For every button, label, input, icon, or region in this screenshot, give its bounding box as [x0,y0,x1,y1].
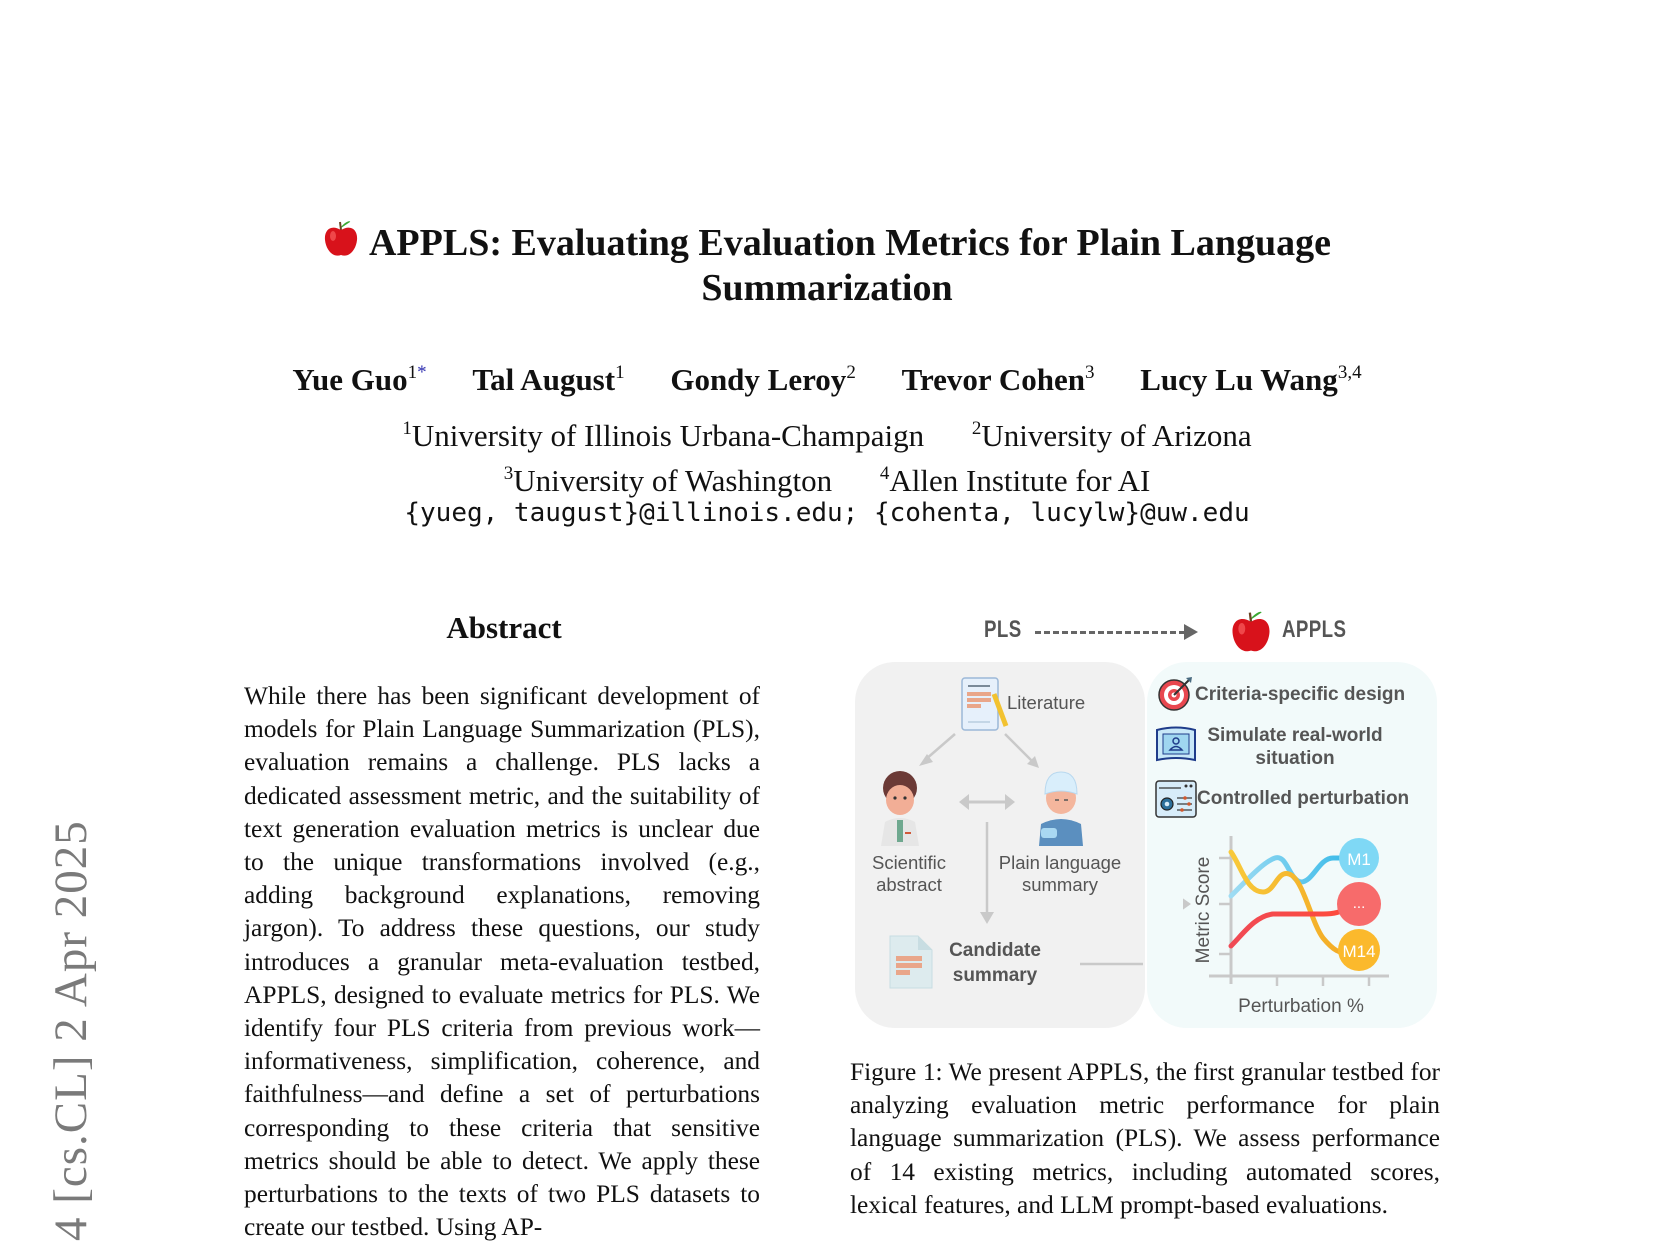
appls-panel [1147,662,1437,1028]
label-line: Candidate [949,940,1041,961]
ellipsis-marker [1337,882,1381,926]
appls-label: APPLS [1282,616,1347,643]
label-line: Simulate real-world [1207,725,1383,746]
plain-language-summary-label [995,852,1125,896]
affiliation-list [0,410,1654,500]
scientific-abstract-label [859,852,959,896]
candidate-summary-document-icon [888,934,934,990]
affiliation-number: 2 [971,418,982,439]
m1-marker [1339,838,1379,878]
abstract-text: While there has been significant development of models for Plain Language Summarization (PLS), evaluation remains a challenge. PLS lacks a dedicated assessment metric, and the suitability of text generation evaluation metrics is unclear due to the unique transformations involved (e.g., adding background explanations, removing jargon). To address these questions, our study introduces a granular meta-evaluation testbed, APPLS, designed to evaluate metrics for PLS. We identify four PLS criteria from previous work—informativeness, simplification, coherence, and faithfulness—and define a set of perturbations corresponding to these criteria that sensitive metrics should be able to detect. We apply these perturbations to the texts of two PLS datasets to create our testbed. Using AP- [244,682,760,1242]
affiliation [402,418,924,453]
author [670,362,855,397]
x-axis-label: Perturbation % [1238,996,1364,1017]
y-axis-label: Metric Score [1193,856,1214,964]
affiliation [504,463,832,498]
arxiv-identifier-stamp: 4 [cs.CL] 2 Apr 2025 [45,820,97,1241]
affiliation-name: Allen Institute for AI [889,463,1151,498]
affiliation [880,463,1150,498]
author-name: Trevor Cohen [901,362,1085,397]
controlled-perturbation-label: Controlled perturbation [1197,788,1410,809]
affiliation-marker: 1 [407,362,418,383]
author-name: Tal August [472,362,616,397]
scientist-icon [875,770,925,846]
pls-panel [855,662,1145,1028]
label-line: Plain language [998,852,1122,873]
criteria-specific-design-label: Criteria-specific design [1195,684,1406,705]
simulate-real-world-label [1195,724,1395,770]
metric-score-chart [1183,830,1433,1026]
candidate-summary-label [935,938,1055,988]
abstract-heading: Abstract [446,610,562,645]
label-line: Scientific [871,852,947,873]
literature-label: Literature [1007,692,1086,713]
dashed-arrow-line [1035,631,1185,634]
title-line-2: Summarization [701,267,953,309]
title-line-1: APPLS: Evaluating Evaluation Metrics for Plain Language [368,222,1331,264]
m14-marker [1338,929,1380,971]
author-list [0,362,1654,398]
author [292,362,426,397]
corresponding-author-mark[interactable]: * [417,362,427,383]
affiliation-number: 3 [503,463,514,484]
author [472,362,624,397]
paper-title [0,218,1654,311]
svg-text:M14: M14 [1342,942,1376,961]
affiliation-marker: 3,4 [1337,362,1362,383]
author-name: Yue Guo [292,362,408,397]
affiliation-name: University of Illinois Urbana-Champaign [411,418,925,453]
affiliation-name: University of Arizona [981,418,1252,453]
screen-person-icon [1155,726,1197,764]
arrow-head-icon [1184,624,1198,640]
figure-header [850,600,1450,656]
author [1140,362,1361,397]
svg-text:...: ... [1352,895,1366,912]
label-line: summary [952,965,1038,986]
label-line: abstract [876,874,942,895]
author-name: Lucy Lu Wang [1140,362,1338,397]
author [902,362,1095,397]
label-line: situation [1255,748,1335,769]
pls-label: PLS [984,616,1022,643]
target-icon [1157,676,1193,712]
affiliation-name: University of Washington [513,463,833,498]
affiliation-number: 1 [402,418,412,439]
patient-icon [1035,768,1087,846]
red-apple-icon [323,218,359,258]
author-emails: {yueg, taugust}@illinois.edu; {cohenta, lucylw}@uw.edu [404,498,1250,528]
affiliation-marker: 3 [1084,362,1095,383]
affiliation [972,418,1252,453]
svg-text:M1: M1 [1347,850,1371,869]
red-apple-icon [1228,608,1274,654]
affiliation-marker: 1 [615,362,625,383]
settings-sliders-icon [1155,780,1197,818]
author-name: Gondy Leroy [670,362,847,397]
affiliation-number: 4 [879,463,890,484]
figure-1 [850,600,1450,1030]
affiliation-marker: 2 [846,362,856,383]
figure-caption: Figure 1: We present APPLS, the first granular testbed for analyzing evaluation metric performance for plain language summarization (PLS). We assess performance of 14 existing metrics, including automated scores, lexical features, and LLM prompt-based evaluations. [850,1058,1440,1219]
label-line: summary [1021,874,1099,895]
